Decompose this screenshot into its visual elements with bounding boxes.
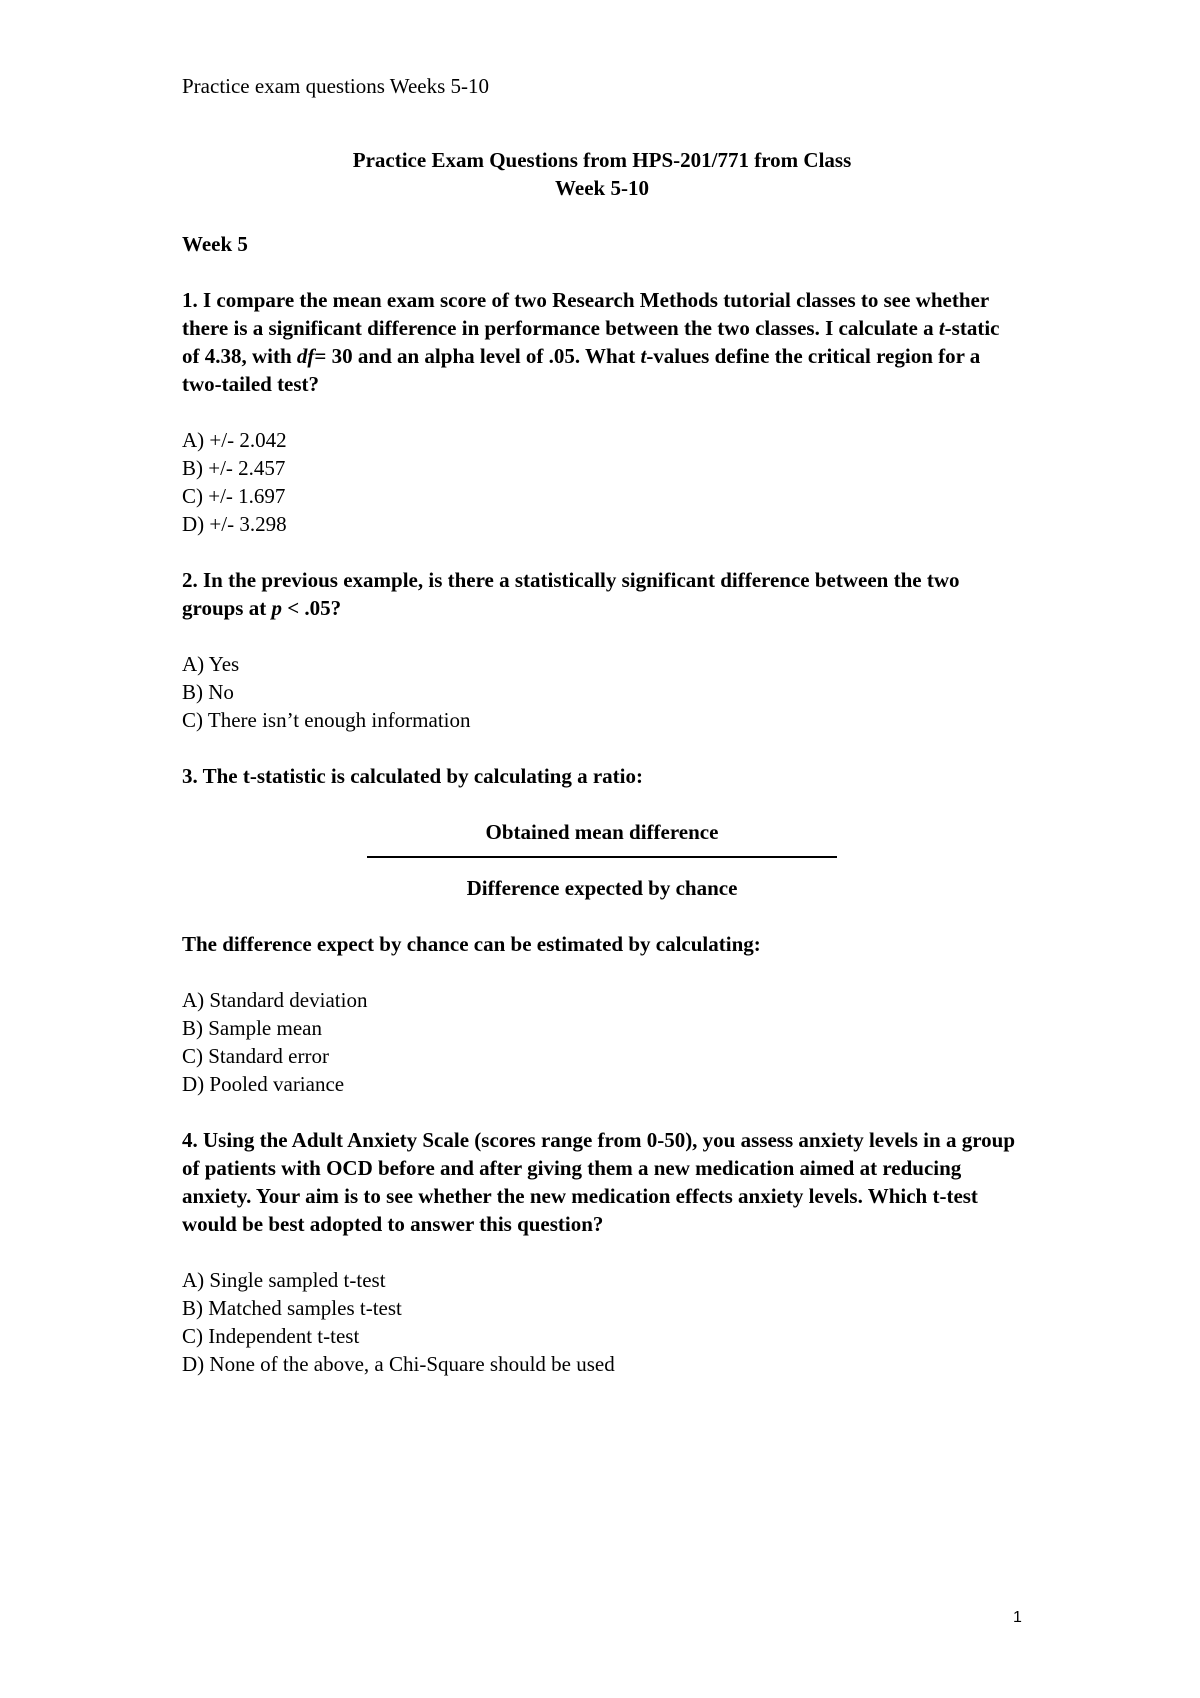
question-text-part: -values define the critical region for a two-tailed test? (182, 344, 981, 396)
question-number: 2. (182, 568, 198, 592)
question-2 (182, 566, 1022, 622)
answer-option: A) +/- 2.042 (182, 428, 287, 452)
answer-option: B) +/- 2.457 (182, 456, 286, 480)
question-number: 1. (182, 288, 198, 312)
ratio-formula (182, 818, 1022, 902)
question-number: 3. (182, 764, 198, 788)
answer-option: D) None of the above, a Chi-Square should be used (182, 1352, 615, 1376)
section-heading: Week 5 (182, 232, 248, 256)
title-line-1: Practice Exam Questions from HPS-201/771 from Class (352, 148, 852, 172)
question-text: Using the Adult Anxiety Scale (scores range from 0-50), you assess anxiety levels in a group of patients with OCD before and after giving them a new medication aimed at reducing anxiety. Your aim is to see whether the new medication effects anxiety levels. Which t-test would be best adopted to answer this question? (182, 1128, 1015, 1236)
answer-option: D) Pooled variance (182, 1072, 345, 1096)
question-text-italic: p (271, 596, 282, 620)
question-text-part: In the previous example, is there a statistically significant difference between the two groups at (182, 568, 960, 620)
title-line-2: Week 5-10 (555, 176, 649, 200)
answer-options-4 (182, 1266, 1022, 1378)
question-text-italic: df (296, 344, 315, 368)
question-text-part: = 30 and an alpha level of .05. What (314, 344, 641, 368)
fraction-rule (367, 846, 837, 874)
ratio-numerator: Obtained mean difference (485, 820, 719, 844)
answer-options-1 (182, 426, 1022, 538)
answer-option: B) Matched samples t-test (182, 1296, 402, 1320)
answer-option: A) Yes (182, 652, 240, 676)
question-text: The t-statistic is calculated by calculating a ratio: (202, 764, 643, 788)
question-3-followup: The difference expect by chance can be estimated by calculating: (182, 932, 761, 956)
answer-option: B) No (182, 680, 234, 704)
question-text-part: I compare the mean exam score of two Research Methods tutorial classes to see whether there is a significant difference in performance between the two classes. I calculate a (182, 288, 989, 340)
ratio-denominator: Difference expected by chance (466, 876, 738, 900)
question-4 (182, 1126, 1022, 1238)
question-text-part: -static of 4.38, with (182, 316, 1000, 368)
question-number: 4. (182, 1128, 198, 1152)
answer-option: B) Sample mean (182, 1016, 322, 1040)
answer-option: C) +/- 1.697 (182, 484, 286, 508)
question-text-part: < .05? (281, 596, 342, 620)
question-text-italic: t (938, 316, 945, 340)
document-body (182, 146, 1022, 1378)
answer-option: C) Independent t-test (182, 1324, 360, 1348)
answer-option: A) Standard deviation (182, 988, 368, 1012)
answer-options-2 (182, 650, 1022, 734)
answer-option: C) Standard error (182, 1044, 329, 1068)
answer-options-3 (182, 986, 1022, 1098)
answer-option: A) Single sampled t-test (182, 1268, 386, 1292)
question-1 (182, 286, 1022, 398)
document-title (182, 146, 1022, 202)
answer-option: D) +/- 3.298 (182, 512, 287, 536)
question-3 (182, 762, 1022, 790)
running-header: Practice exam questions Weeks 5-10 (182, 74, 490, 98)
page-number: 1 (1013, 1609, 1022, 1626)
answer-option: C) There isn’t enough information (182, 708, 471, 732)
question-text-italic: t (640, 344, 647, 368)
